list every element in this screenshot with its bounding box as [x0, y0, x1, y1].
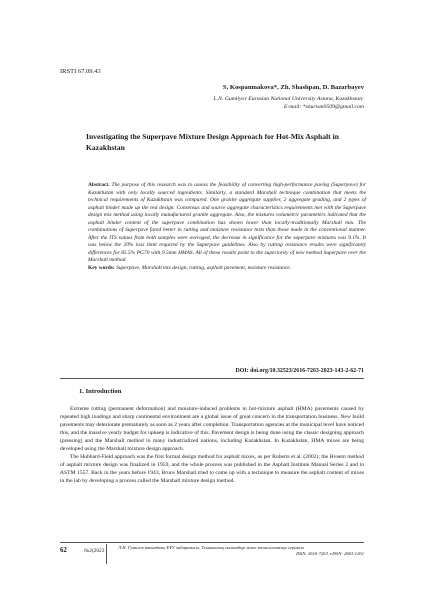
section-divider	[60, 378, 364, 379]
affiliation: L.N. Gumilyov Eurasian National University Astana, Kazakhstan:	[213, 96, 364, 102]
keywords-text: Superpave, Marshall mix design, rutting, asphalt pavement, moisture resistance.	[114, 265, 292, 272]
footer-rule	[60, 542, 364, 543]
journal-name: Л.Н. Гумилев атындағы ЕҰУ хабаршысы. Техникалық ғылымдар және технологиялар сериясы	[118, 545, 304, 550]
body-paragraph: The Hubbard-Field approach was the first formal design method for asphalt mixes, as per Roberts et al. (2002); the Hveem method of asphalt mixture design was finalized in 1959, and the whole process was published in the Asphalt Institute Manual Series 2 and in ASTM 1557. Back in the years before 1943, Bruce Marshall tried to come up with a technique to measure the asphalt content of mixes in the lab by developing a process called the Marshall mixture design method.	[60, 454, 364, 484]
body-paragraph: Extreme rutting (permanent deformation) and moisture-induced problems in hot-mixture asphalt (HMA) pavements caused by repeated high loadings and sharp continental environment are a global issue of great concern in the transportation business. New build pavements may deteriorate prematurely as soon as 2 years after completion. Transportation agencies at the municipal level have noticed this, and the massive yearly budget for upkeep is indicative of this. Pavement design is being done using the classic designing approach (pressing) and the Marshall method in many industrialized nations, including Kazakhstan. In Kazakhstan, HMA mixes are being developed using the Marshall mixture design approach.	[60, 406, 364, 452]
abstract-label: Abstract.	[88, 182, 110, 188]
authors: S. Kospanmakova*, Zh. Shashpan, D. Bazarbayev	[222, 84, 364, 91]
keywords-paragraph	[88, 265, 366, 273]
abstract-text: The purpose of this research was to assess the feasibility of converting high-performance paving (Superpave) for Kazakhstan with only locally sourced ingredients. Similarly, a standard Marshall technique combination that meets the technical requirements of Kazakhstan was compared. One granite aggregate supplier, 2 aggregate grading, and 2 types of asphalt binder made up the test design. Consensus and source aggregate characteristics requirements met with the Superpave design mix method using locally manufactured granite aggregate. Also, the mixtures volumetric parameters indicated that the asphalt binder content of the superpave combination has shown lower than locally-traditionally Marshall mix. The combinations of Superpave fared better in rutting and moisture resistance tests than those made in the conventional manner. After the ITS values from both samples were averaged, the decrease in significance for the superpave mixtures was 9.1%. It was below the 20% loss limit required by the Superpave guidelines. Also by rutting resistance results were significantly differences for 85.5% PG70 with 9.5mm HMAS. All of these results point to the superiority of new method Superpave over the Marshall method.	[88, 182, 366, 264]
doi: DOI: doi.org/10.32523/2616-7263-2023-143-2-62-71	[235, 368, 364, 374]
email: E-mail: *snurism0509@gmail.com	[283, 104, 364, 111]
issue-number: №2(2023	[84, 548, 105, 554]
page-footer	[0, 542, 424, 566]
body-text	[60, 405, 364, 485]
abstract	[88, 182, 366, 273]
affiliation-block	[214, 95, 364, 112]
footer-divider	[106, 544, 107, 564]
journal-issn: ISSN: 2616-7263. eISSN: 2663-1261	[296, 551, 364, 556]
keywords-label: Key words:	[88, 265, 115, 272]
section-heading: 1. Introduction	[79, 388, 122, 395]
abstract-paragraph	[88, 182, 366, 265]
paper-title: Investigating the Superpave Mixture Design Approach for Hot-Mix Asphalt in Kazakhstan	[86, 132, 339, 152]
page-number: 62	[60, 547, 67, 554]
irsti-code: IRSTI 67.09.43	[60, 68, 101, 75]
